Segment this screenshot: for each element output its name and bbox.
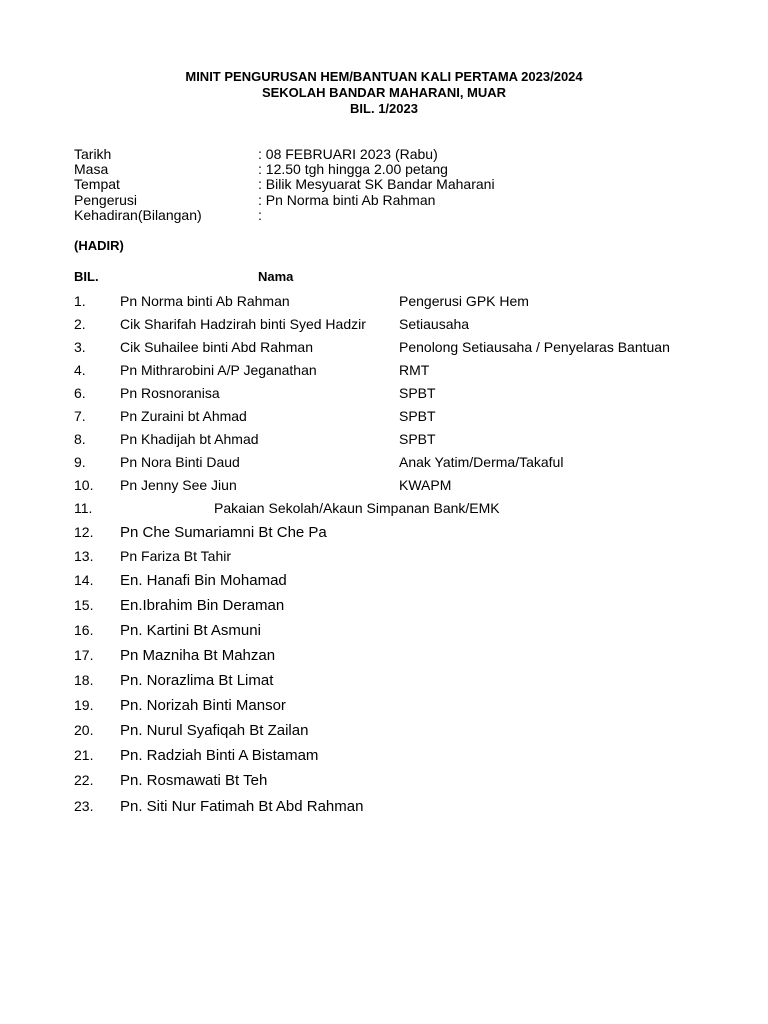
- meta-value-masa: : 12.50 tgh hingga 2.00 petang: [258, 161, 448, 177]
- list-item: [0, 454, 768, 474]
- item-number: 14.: [74, 572, 94, 588]
- item-number: 12.: [74, 524, 94, 540]
- list-item: [0, 524, 768, 544]
- meta-value-tempat: : Bilik Mesyuarat SK Bandar Maharani: [258, 176, 495, 192]
- attendee-name: Pn Rosnoranisa: [120, 385, 220, 401]
- attendee-name: En.Ibrahim Bin Deraman: [120, 597, 285, 614]
- item-number: 1.: [74, 293, 86, 309]
- item-number: 13.: [74, 548, 94, 564]
- list-item: [0, 597, 768, 617]
- attendee-name: Pn. Rosmawati Bt Teh: [120, 772, 268, 789]
- list-item: [0, 316, 768, 336]
- attendee-role: Setiausaha: [399, 316, 470, 332]
- attendee-name: Pn Mazniha Bt Mahzan: [120, 647, 276, 664]
- item-number: 18.: [74, 672, 94, 688]
- attendee-name: Pn Fariza Bt Tahir: [120, 548, 232, 564]
- attendee-name: Pn. Kartini Bt Asmuni: [120, 622, 261, 639]
- attendee-name: Pn Mithrarobini A/P Jeganathan: [120, 362, 317, 378]
- meta-label-tempat: Tempat: [74, 176, 120, 192]
- item-number: 23.: [74, 798, 94, 814]
- item-number: 19.: [74, 697, 94, 713]
- attendee-role: SPBT: [399, 431, 436, 447]
- list-item: [0, 672, 768, 692]
- attendee-role: Penolong Setiausaha / Penyelaras Bantuan: [399, 339, 670, 355]
- item-number: 17.: [74, 647, 94, 663]
- attendee-name: Pn Zuraini bt Ahmad: [120, 408, 247, 424]
- attendee-name: Pn Norma binti Ab Rahman: [120, 293, 290, 309]
- item-number: 3.: [74, 339, 86, 355]
- item-number: 16.: [74, 622, 94, 638]
- minutes-number: BIL. 1/2023: [350, 101, 418, 116]
- attendee-name: Pn Nora Binti Daud: [120, 454, 240, 470]
- item-number: 2.: [74, 316, 86, 332]
- attendee-name: Cik Sharifah Hadzirah binti Syed Hadzir: [120, 316, 366, 332]
- school-name: SEKOLAH BANDAR MAHARANI, MUAR: [261, 85, 507, 100]
- attendee-role: RMT: [399, 362, 430, 378]
- column-header-bil: BIL.: [74, 269, 99, 284]
- item-number: 6.: [74, 385, 86, 401]
- item-number: 15.: [74, 597, 94, 613]
- item-number: 9.: [74, 454, 86, 470]
- meta-label-pengerusi: Pengerusi: [74, 192, 138, 208]
- section-hadir-heading: (HADIR): [74, 238, 124, 253]
- list-item: [0, 798, 768, 818]
- meta-value-kehadiran: :: [258, 207, 262, 223]
- list-item: [0, 647, 768, 667]
- attendee-name: Pn. Norizah Binti Mansor: [120, 697, 286, 714]
- meta-label-tarikh: Tarikh: [74, 146, 112, 162]
- list-item: [0, 622, 768, 642]
- list-item: [0, 293, 768, 313]
- attendee-name: En. Hanafi Bin Mohamad: [120, 572, 287, 589]
- attendee-role: SPBT: [399, 408, 436, 424]
- attendee-role: SPBT: [399, 385, 436, 401]
- document-title: MINIT PENGURUSAN HEM/BANTUAN KALI PERTAMA 2023/2024: [185, 69, 583, 84]
- list-item: [0, 747, 768, 767]
- list-item: [0, 385, 768, 405]
- attendee-name: Pn. Norazlima Bt Limat: [120, 672, 274, 689]
- attendee-name: Pn Che Sumariamni Bt Che Pa: [120, 524, 327, 541]
- list-item: [0, 408, 768, 428]
- attendee-name: Pn. Siti Nur Fatimah Bt Abd Rahman: [120, 798, 364, 815]
- attendee-name: Pn. Nurul Syafiqah Bt Zailan: [120, 722, 309, 739]
- column-header-nama: Nama: [258, 269, 294, 284]
- item-number: 22.: [74, 772, 94, 788]
- meta-value-pengerusi: : Pn Norma binti Ab Rahman: [258, 192, 436, 208]
- item-number: 8.: [74, 431, 86, 447]
- list-item: [0, 697, 768, 717]
- attendee-name: Pn Khadijah bt Ahmad: [120, 431, 259, 447]
- list-item: [0, 548, 768, 568]
- meta-label-kehadiran: Kehadiran(Bilangan): [74, 207, 202, 223]
- list-item: [0, 477, 768, 497]
- item-number: 21.: [74, 747, 94, 763]
- list-item: [0, 362, 768, 382]
- meta-value-tarikh: : 08 FEBRUARI 2023 (Rabu): [258, 146, 438, 162]
- list-item: [0, 431, 768, 451]
- attendee-duty-heading: Pakaian Sekolah/Akaun Simpanan Bank/EMK: [214, 500, 500, 516]
- item-number: 20.: [74, 722, 94, 738]
- list-item: [0, 339, 768, 359]
- list-item: [0, 772, 768, 792]
- meta-label-masa: Masa: [74, 161, 109, 177]
- item-number: 7.: [74, 408, 86, 424]
- list-item: [0, 500, 768, 520]
- attendee-name: Cik Suhailee binti Abd Rahman: [120, 339, 314, 355]
- attendee-name: Pn. Radziah Binti A Bistamam: [120, 747, 319, 764]
- item-number: 4.: [74, 362, 86, 378]
- item-number: 11.: [74, 500, 93, 516]
- attendee-role: KWAPM: [399, 477, 452, 493]
- item-number: 10.: [74, 477, 94, 493]
- attendee-role: Anak Yatim/Derma/Takaful: [399, 454, 564, 470]
- attendee-name: Pn Jenny See Jiun: [120, 477, 237, 493]
- attendee-role: Pengerusi GPK Hem: [399, 293, 529, 309]
- list-item: [0, 722, 768, 742]
- list-item: [0, 572, 768, 592]
